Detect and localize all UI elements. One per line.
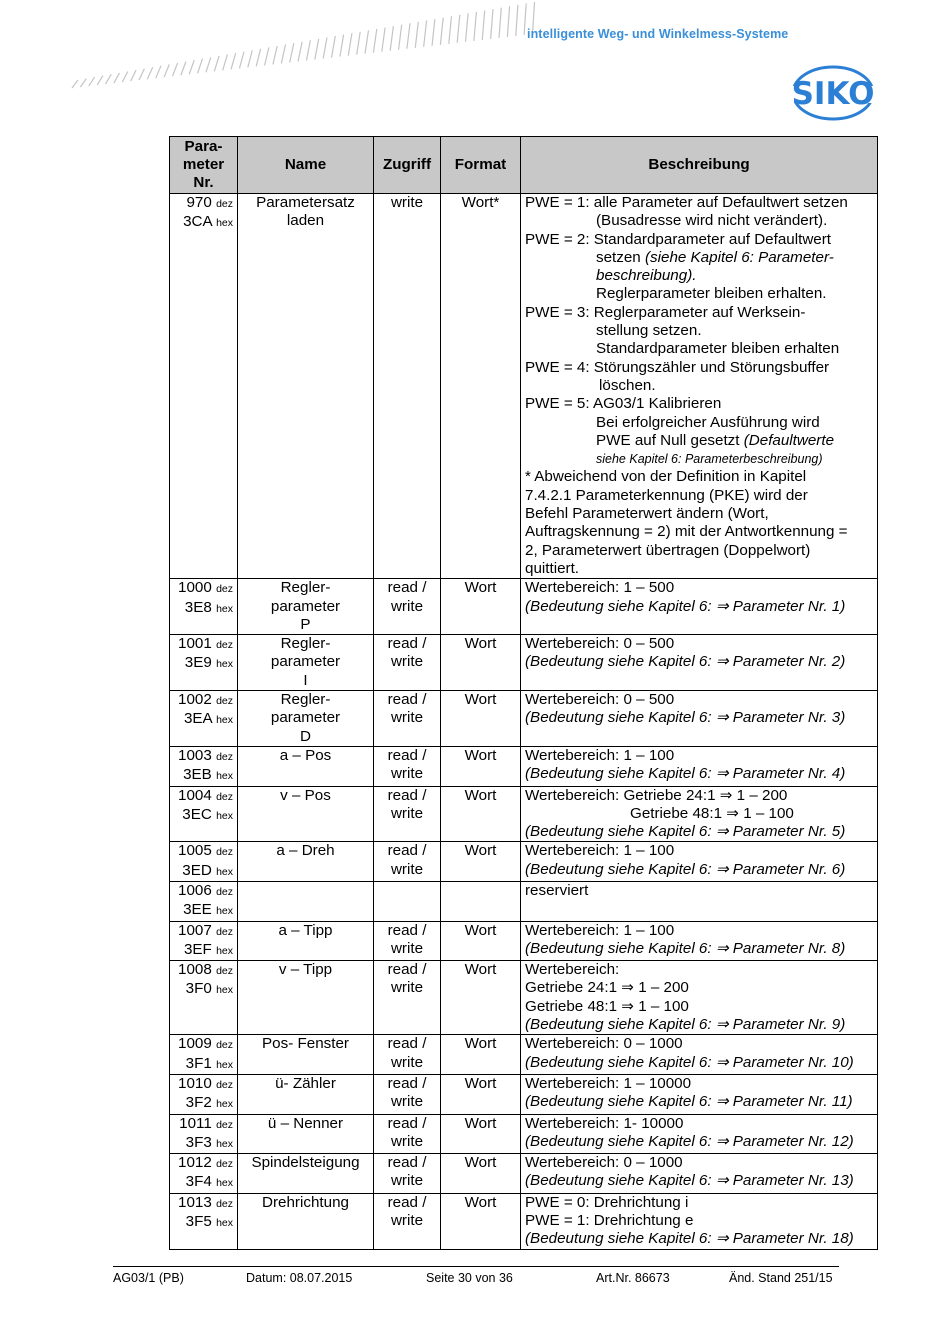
parameter-access: read / write (374, 1035, 441, 1075)
parameter-name: v – Tipp (238, 961, 374, 1035)
header-parameter-nr: Para- meter Nr. (170, 137, 238, 194)
parameter-access: read / write (374, 691, 441, 747)
decorative-stripes (70, 0, 550, 115)
parameter-format: Wort (441, 786, 521, 842)
parameter-description: Wertebereich: 1 – 100 (Bedeutung siehe Kapitel 6: ⇒ Parameter Nr. 6) (521, 842, 878, 882)
table-row (170, 786, 878, 842)
parameter-format: Wort (441, 842, 521, 882)
parameter-number: 1004 dez 3EC hex (170, 786, 238, 842)
table-row (170, 881, 878, 921)
description-reference: (Bedeutung siehe Kapitel 6: ⇒ Parameter Nr. 6) (525, 860, 846, 878)
parameter-access: read / write (374, 746, 441, 786)
description-reference: (Bedeutung siehe Kapitel 6: ⇒ Parameter Nr. 8) (525, 939, 846, 957)
description-reference: (Bedeutung siehe Kapitel 6: ⇒ Parameter Nr. 1) (525, 597, 846, 615)
parameter-number: 1008 dez 3F0 hex (170, 961, 238, 1035)
parameter-access: read / write (374, 1154, 441, 1194)
parameter-access: read / write (374, 1193, 441, 1249)
description-reference: (Bedeutung siehe Kapitel 6: ⇒ Parameter Nr. 13) (525, 1172, 854, 1190)
parameter-description: Wertebereich: 1 – 100 (Bedeutung siehe Kapitel 6: ⇒ Parameter Nr. 4) (521, 746, 878, 786)
parameter-format: Wort (441, 691, 521, 747)
parameter-number: 1009 dez 3F1 hex (170, 1035, 238, 1075)
parameter-description: reserviert (521, 881, 878, 921)
parameter-number: 1000 dez 3E8 hex (170, 579, 238, 635)
parameter-number: 1010 dez 3F2 hex (170, 1074, 238, 1114)
parameter-description: Wertebereich: 1 – 100 (Bedeutung siehe Kapitel 6: ⇒ Parameter Nr. 8) (521, 921, 878, 961)
parameter-access (374, 881, 441, 921)
parameter-format: Wort (441, 635, 521, 691)
parameter-format: Wort (441, 1193, 521, 1249)
table-row (170, 746, 878, 786)
footer-article-number: Art.Nr. 86673 (596, 1271, 670, 1285)
description-reference: (Bedeutung siehe Kapitel 6: ⇒ Parameter Nr. 4) (525, 765, 846, 783)
table-row (170, 194, 878, 579)
parameter-number: 1006 dez 3EE hex (170, 881, 238, 921)
parameter-name: Parametersatz laden (238, 194, 374, 579)
table-row (170, 1074, 878, 1114)
parameter-access: write (374, 194, 441, 579)
parameter-number: 1001 dez 3E9 hex (170, 635, 238, 691)
parameter-description: Wertebereich: 1- 10000 (Bedeutung siehe Kapitel 6: ⇒ Parameter Nr. 12) (521, 1114, 878, 1154)
parameter-access: read / write (374, 961, 441, 1035)
parameter-format: Wort (441, 1035, 521, 1075)
parameter-format: Wort (441, 961, 521, 1035)
description-reference: (Bedeutung siehe Kapitel 6: ⇒ Parameter Nr. 10) (525, 1053, 854, 1071)
parameter-name: ü- Zähler (238, 1074, 374, 1114)
parameter-name: Pos- Fenster (238, 1035, 374, 1075)
header-format: Format (441, 137, 521, 194)
parameter-description: Wertebereich: Getriebe 24:1 ⇒ 1 – 200 Getriebe 48:1 ⇒ 1 – 100 (Bedeutung siehe Kapitel 6: ⇒ Parameter Nr. 9) (521, 961, 878, 1035)
parameter-name: Regler- parameter D (238, 691, 374, 747)
parameter-number: 1012 dez 3F4 hex (170, 1154, 238, 1194)
parameter-format: Wort (441, 921, 521, 961)
description-reference: (Bedeutung siehe Kapitel 6: ⇒ Parameter Nr. 9) (525, 1016, 846, 1034)
parameter-description: Wertebereich: Getriebe 24:1 ⇒ 1 – 200 Getriebe 48:1 ⇒ 1 – 100 (Bedeutung siehe Kapitel 6: ⇒ Parameter Nr. 5) (521, 786, 878, 842)
parameter-format: Wort (441, 579, 521, 635)
parameter-number: 1002 dez 3EA hex (170, 691, 238, 747)
parameter-name: a – Pos (238, 746, 374, 786)
table-header-row (170, 137, 878, 194)
table-row (170, 1193, 878, 1249)
parameter-name: Drehrichtung (238, 1193, 374, 1249)
logo-text: SIKO (791, 76, 875, 112)
table-row (170, 1154, 878, 1194)
table-row (170, 1114, 878, 1154)
parameter-description: Wertebereich: 1 – 500 (Bedeutung siehe Kapitel 6: ⇒ Parameter Nr. 1) (521, 579, 878, 635)
parameter-name: Regler- parameter I (238, 635, 374, 691)
parameter-access: read / write (374, 635, 441, 691)
parameter-description: Wertebereich: 0 – 500 (Bedeutung siehe Kapitel 6: ⇒ Parameter Nr. 2) (521, 635, 878, 691)
footer-page: Seite 30 von 36 (426, 1271, 513, 1285)
parameter-access: read / write (374, 1114, 441, 1154)
table-row (170, 921, 878, 961)
parameter-access: read / write (374, 921, 441, 961)
parameter-description: PWE = 1: alle Parameter auf Defaultwert setzen (Busadresse wird nicht verändert). PWE = 2: Standardparameter auf Defaultwert setzen (siehe Kapitel 6: Parameter- beschreibung). Reglerparameter bleiben erhalten. PWE = 3: Reglerparameter auf Werksein- stellung setzen. Standardparameter bleiben erhalten PWE = 4: Störungszähler und Störungsbuffer löschen. PWE = 5: AG03/1 Kalibrieren Bei erfolgreicher Ausführung wird PWE auf Null gesetzt (Defaultwerte siehe Kapitel 6: Parameterbeschreibung) * Abweichend von der Definition in Kapitel 7.4.2.1 Parameterkennung (PKE) wird der Befehl Parameterwert ändern (Wort, Auftragskennung = 2) mit der Antwortkennung = 2, Parameterwert übertragen (Doppelwort) quittiert. (521, 194, 878, 579)
parameter-number: 1005 dez 3ED hex (170, 842, 238, 882)
parameter-name: ü – Nenner (238, 1114, 374, 1154)
description-reference: (Bedeutung siehe Kapitel 6: ⇒ Parameter Nr. 18) (525, 1230, 854, 1248)
table-row (170, 635, 878, 691)
parameter-format: Wort* (441, 194, 521, 579)
description-reference: (Bedeutung siehe Kapitel 6: ⇒ Parameter Nr. 2) (525, 653, 846, 671)
siko-logo (790, 64, 876, 122)
parameter-format: Wort (441, 1114, 521, 1154)
parameter-access: read / write (374, 786, 441, 842)
footer-revision: Änd. Stand 251/15 (729, 1271, 833, 1285)
parameter-name (238, 881, 374, 921)
parameter-number: 970 dez 3CA hex (170, 194, 238, 579)
parameter-number: 1003 dez 3EB hex (170, 746, 238, 786)
parameter-access: read / write (374, 579, 441, 635)
company-tagline: intelligente Weg- und Winkelmess-Systeme (527, 27, 789, 41)
parameter-name: a – Tipp (238, 921, 374, 961)
footer-rule (113, 1266, 839, 1267)
parameter-table (169, 136, 878, 1250)
parameter-name: Regler- parameter P (238, 579, 374, 635)
parameter-format: Wort (441, 1154, 521, 1194)
table-row (170, 842, 878, 882)
table-row (170, 1035, 878, 1075)
description-reference: (Bedeutung siehe Kapitel 6: ⇒ Parameter Nr. 12) (525, 1132, 854, 1150)
table-row (170, 691, 878, 747)
parameter-description: Wertebereich: 0 – 500 (Bedeutung siehe Kapitel 6: ⇒ Parameter Nr. 3) (521, 691, 878, 747)
parameter-name: Spindelsteigung (238, 1154, 374, 1194)
parameter-name: a – Dreh (238, 842, 374, 882)
header-zugriff: Zugriff (374, 137, 441, 194)
parameter-number: 1013 dez 3F5 hex (170, 1193, 238, 1249)
parameter-description: Wertebereich: 0 – 1000 (Bedeutung siehe Kapitel 6: ⇒ Parameter Nr. 10) (521, 1035, 878, 1075)
description-reference: (Bedeutung siehe Kapitel 6: ⇒ Parameter Nr. 3) (525, 709, 846, 727)
parameter-number: 1007 dez 3EF hex (170, 921, 238, 961)
table-row (170, 579, 878, 635)
parameter-description: PWE = 0: Drehrichtung i PWE = 1: Drehrichtung e (Bedeutung siehe Kapitel 6: ⇒ Parameter Nr. 18) (521, 1193, 878, 1249)
footer-date: Datum: 08.07.2015 (246, 1271, 353, 1285)
parameter-number: 1011 dez 3F3 hex (170, 1114, 238, 1154)
description-reference: (Bedeutung siehe Kapitel 6: ⇒ Parameter Nr. 5) (525, 823, 846, 841)
parameter-access: read / write (374, 842, 441, 882)
parameter-name: v – Pos (238, 786, 374, 842)
header-beschreibung: Beschreibung (521, 137, 878, 194)
parameter-description: Wertebereich: 0 – 1000 (Bedeutung siehe Kapitel 6: ⇒ Parameter Nr. 13) (521, 1154, 878, 1194)
parameter-format: Wort (441, 746, 521, 786)
parameter-access: read / write (374, 1074, 441, 1114)
parameter-format: Wort (441, 1074, 521, 1114)
parameter-description: Wertebereich: 1 – 10000 (Bedeutung siehe Kapitel 6: ⇒ Parameter Nr. 11) (521, 1074, 878, 1114)
footer-document: AG03/1 (PB) (113, 1271, 184, 1285)
header-name: Name (238, 137, 374, 194)
table-row (170, 961, 878, 1035)
parameter-format (441, 881, 521, 921)
description-reference: (Bedeutung siehe Kapitel 6: ⇒ Parameter Nr. 11) (525, 1093, 853, 1111)
